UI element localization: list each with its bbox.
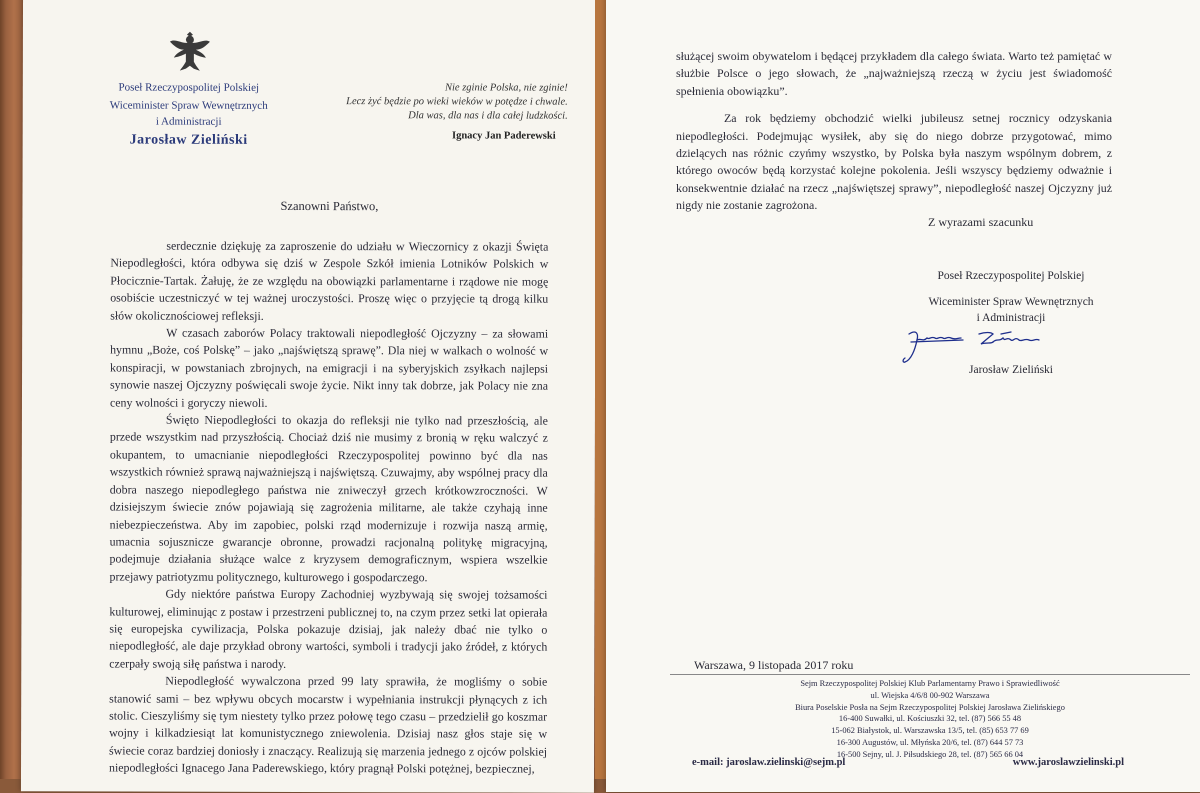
footer-line: Sejm Rzeczypospolitej Polskiej Klub Parlamentarny Prawo i Sprawiedliwość [800,679,1060,688]
letter-body-page2 [676,48,1112,215]
header-name: Jarosław Zieliński [129,132,248,148]
quote-line1: Nie zginie Polska, nie zginie! [445,82,568,94]
signature-name: Jarosław Zieliński [969,364,1053,376]
footer-line: 16-500 Sejny, ul. J. Piłsudskiego 28, tel. (87) 565 66 04 [836,749,1024,759]
paragraph-1: serdecznie dziękuję za zaproszenie do udziału w Wieczornicy z okazji Święta Niepodległości, która odbywa się dziś w Zespole Szkół imienia Lotników Polskich w Płocicznie-Tartak. Żałuję, że ze względu na obowiązki parlamentarne i rządowe nie mogę osobiście uczestniczyć w tej ważnej uroczystości. Proszę więc o przyjęcie tą drogą kilku słów okolicznościowej refleksji. [110,238,549,323]
footer-line: 15-062 Białystok, ul. Warszawska 13/5, tel. (85) 653 77 69 [831,726,1029,736]
polish-eagle-emblem-icon [168,28,212,74]
header-title-line3: i Administracji [155,115,222,128]
footer-line: Biura Poselskie Posła na Sejm Rzeczypospolitej Polskiej Jarosława Zielińskiego [795,702,1065,712]
quote-author: Ignacy Jan Paderewski [452,130,556,142]
paragraph-4: Gdy niektóre państwa Europy Zachodniej wyzbywają się swojej tożsamości kulturowej, eliminując z postaw i przestrzeni publicznej to, na czym przez setki lat opierała się europejska cywilizacja, Polska pokazuje dzisiaj, jak należy dbać nie tylko o niepodległość, ale daje przykład obrony wartości, symboli i tradycji jako źródeł, z których czerpały swoją siłę państwa i narody. [109,586,548,671]
letter-page-1 [21,0,596,793]
footer-website: www.jaroslawzielinski.pl [1012,757,1124,768]
footer-email: e-mail: jaroslaw.zielinski@sejm.pl [692,757,846,768]
letter-date: Warszawa, 9 listopada 2017 roku [694,658,854,672]
footer-addresses [670,678,1190,761]
header-title-line2: Wiceminister Spraw Wewnętrznych [109,99,268,112]
page-gap [595,0,606,779]
salutation: Szanowni Państwo, [280,198,379,214]
paragraph-5: Niepodległość wywalczona przed 99 laty sprawiła, że mogliśmy o sobie stanowić sami – bez wpływu obcych mocarstw i wypełniania instrukcji płynących z ich stolic. Cieszyliśmy się tym niestety tylko przez połowę tego czasu – przedzielił go koszmar wojny i kilkadziesiąt lat komunistycznego zniewolenia. Dzisiaj nasz głos staje się w świecie coraz bardziej doniosły i znaczący. Realizują się marzenia jednego z ojców polskiej niepodległości Ignacego Jana Paderewskiego, który pragnął Polski potężnej, bezpiecznej, [108,673,548,776]
paragraph-3: Święto Niepodległości to okazja do refleksji nie tylko nad przeszłością, ale przede wszystkim nad przyszłością. Chociaż dziś nie musimy z bronią w ręku walczyć z okupantem, to umacnianie niepodległości Rzeczypospolitej powinno być dla nas wszystkich również sprawą najważniejszą i najświętszą. Czuwajmy, aby wspólnej pracy dla dobra naszego niepodległego państwa nie zniweczył grzech krótkowzroczności. W dzisiejszym świecie znów pojawiają się zagrożenia militarne, ale także czyhają inne niebezpieczeństwa. Aby im zapobiec, polski rząd modernizuje i rozwija naszą armię, umacnia sojusznicze gwarancje obronne, prowadzi racjonalną politykę migracyjną, podejmuje działania służące walce z kryzysem demograficznym, wspiera wszelkie przejawy patriotyzmu politycznego, kulturowego i gospodarczego. [109,412,548,585]
footer-line: ul. Wiejska 4/6/8 00-902 Warszawa [870,690,990,700]
closing-phrase: Z wyrazami szacunku [928,215,1034,229]
header-title-line1: Poseł Rzeczypospolitej Polskiej [118,81,260,94]
footer-line: 16-400 Suwałki, ul. Kościuszki 32, tel. (87) 566 55 48 [838,714,1022,724]
letter-body-page1 [109,237,548,778]
paragraph-2: W czasach zaborów Polacy traktowali niepodległość Ojczyzny – za słowami hymnu „Boże, coś Polskę” – jako „najświętszą sprawę”. Dla niej w walkach o wolność w konspiracji, w powstaniach zbrojnych, na emigracji i na syberyjskich zsyłkach najlepsi synowie naszej Ojczyzny poświęcali swoje życie. Nikt inny tak dobrze, jak Polacy nie zna ceny wolności i goryczy niewoli. [109,325,549,410]
signature-title-line1: Poseł Rzeczypospolitej Polskiej [937,270,1085,282]
letter-page-2 [606,0,1200,792]
paragraph-continuation: służącej swoim obywatelom i będącej przykładem dla całego świata. Warto też pamiętać w służbie Polsce o jego słowach, że „najważniejszą rzeczą w życiu jest świadomość spełnienia obowiązku”. [676,49,1112,98]
handwritten-signature [901,326,1051,366]
footer-divider [670,674,1190,675]
paragraph-jubilee: Za rok będziemy obchodzić wielki jubileusz setnej rocznicy odzyskania niepodległości. Podejmując wysiłek, aby się do niego dobrze przygotować, mimo dzielących nas różnic czyńmy wszystko, by Polska była naszym wspólnym dobrem, z którego owoców będą korzystać kolejne pokolenia. Jeśli wszyscy będziemy odważnie i konsekwentnie działać na rzecz „najświętszej sprawy”, niepodległość naszej Ojczyzny już nigdy nie zostanie zagrożona. [676,111,1112,213]
signature-title-line2: Wiceminister Spraw Wewnętrznych [928,296,1094,308]
signature-title-line3: i Administracji [976,312,1046,324]
quote-line2: Lecz żyć będzie po wieki wieków w potędze i chwale. [346,96,568,108]
footer-line: 16-300 Augustów, ul. Młyńska 20/6, tel. (87) 644 57 73 [836,737,1024,747]
quote-line3: Dla was, dla nas i dla całej ludzkości. [408,110,568,122]
